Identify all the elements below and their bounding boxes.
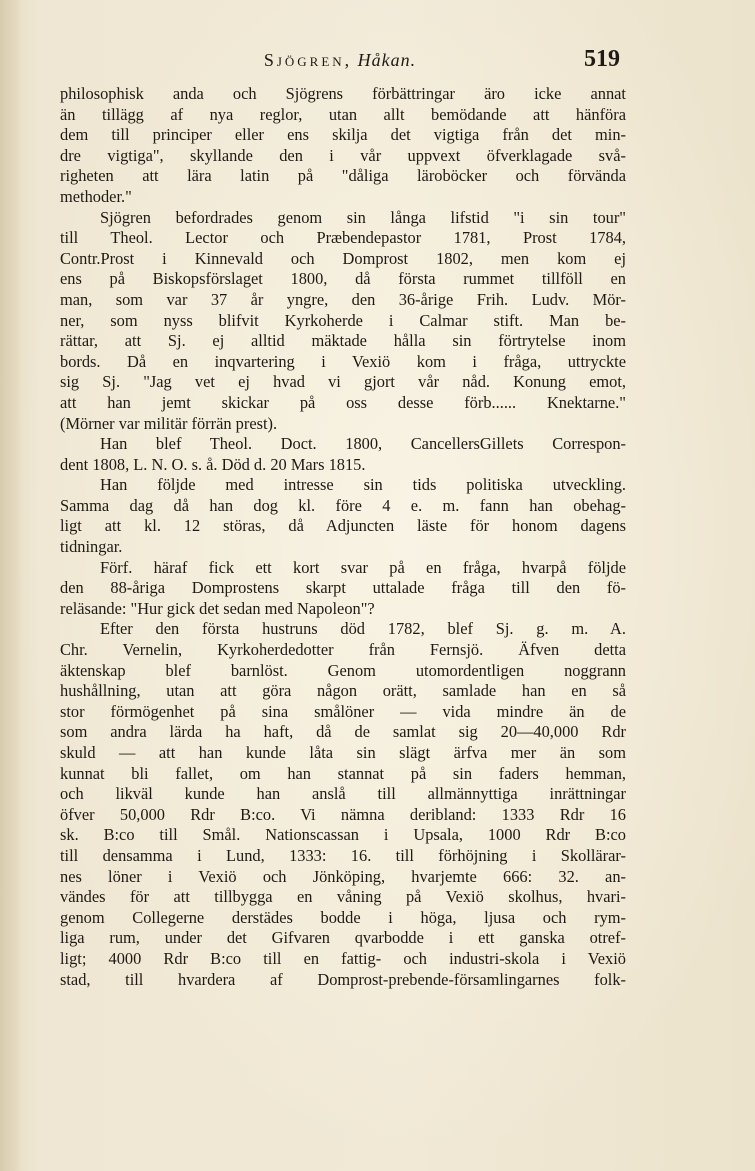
- text-line: att han jemt skickar på oss desse förb...... Knektarne.": [60, 392, 626, 412]
- text-line: nes löner i Vexiö och Jönköping, hvarjemte 666: 32. an-: [60, 866, 626, 886]
- text-line: äktenskap blef barnlöst. Genom utomordentligen noggrann: [60, 660, 626, 680]
- text-line: methoder.": [60, 186, 132, 206]
- text-line: reläsande: "Hur gick det sedan med Napoleon"?: [60, 598, 375, 618]
- running-header: [60, 48, 620, 78]
- author-surname: Sjögren,: [263, 50, 353, 70]
- text-line: som andra lärda ha haft, då de samlat sig 20—40,000 Rdr: [60, 722, 626, 742]
- text-line: rättar, att Sj. ej alltid mäktade hålla sin förtrytelse inom: [60, 331, 626, 351]
- page-number: 519: [584, 46, 620, 72]
- text-line: och likväl kunde han anslå till allmännyttiga inrättningar: [60, 784, 626, 804]
- text-line: vändes för att tillbygga en våning på Vexiö skolhus, hvari-: [60, 887, 626, 907]
- text-line: bords. Då en inqvartering i Vexiö kom i fråga, uttryckte: [60, 351, 626, 371]
- text-line: Chr. Vernelin, Kyrkoherdedotter från Fernsjö. Äfven detta: [60, 640, 626, 660]
- text-line: stor förmögenhet på sina smålöner — vida mindre än de: [60, 701, 626, 721]
- text-line: Förf. häraf fick ett kort svar på en fråga, hvarpå följde: [100, 557, 626, 577]
- author-given-name: Håkan.: [357, 50, 417, 70]
- text-line: Samma dag då han dog kl. före 4 e. m. fann han obehag-: [60, 495, 626, 515]
- text-line: philosophisk anda och Sjögrens förbättringar äro icke annat: [60, 84, 626, 103]
- text-line: kunnat bli fallet, om han stannat på sin faders hemman,: [60, 763, 626, 783]
- text-line: Sjögren befordrades genom sin långa lifstid "i sin tour": [100, 207, 626, 227]
- text-line: Han följde med intresse sin tids politiska utveckling.: [100, 475, 626, 495]
- text-line: dem till principer eller ens skilja det vigtiga från det min-: [60, 125, 626, 145]
- text-line: ligt att kl. 12 störas, då Adjuncten läste för honom dagens: [60, 516, 626, 536]
- text-line: genom Collegerne derstädes bodde i höga, ljusa och rym-: [60, 907, 626, 927]
- text-line: Efter den första hustruns död 1782, blef Sj. g. m. A.: [100, 619, 626, 639]
- body-text: [60, 84, 626, 990]
- text-line: sig Sj. "Jag vet ej hvad vi gjort vår nåd. Konung emot,: [60, 372, 626, 392]
- text-line: Contr.Prost i Kinnevald och Domprost 1802, men kom ej: [60, 248, 626, 268]
- text-line: righeten att lära latin på "dåliga läroböcker och förvända: [60, 166, 626, 186]
- text-line: tidningar.: [60, 537, 123, 557]
- text-line: ligt; 4000 Rdr B:co till en fattig- och industri-skola i Vexiö: [60, 948, 626, 968]
- text-line: ens på Biskopsförslaget 1800, då första rummet tillföll en: [60, 269, 626, 289]
- text-line: ner, som nyss blifvit Kyrkoherde i Calmar stift. Man be-: [60, 310, 626, 330]
- text-line: skuld — att han kunde låta sin slägt ärfva mer än som: [60, 743, 626, 762]
- text-line: stad, till hvardera af Domprost-prebende-församlingarnes folk-: [60, 969, 626, 989]
- text-line: än tillägg af nya reglor, utan allt bemödande att hänföra: [60, 104, 626, 124]
- text-line: hushållning, utan att göra någon orätt, samlade han en så: [60, 681, 626, 701]
- text-line: man, som var 37 år yngre, den 36-årige Frih. Ludv. Mör-: [60, 289, 626, 309]
- text-line: öfver 50,000 Rdr B:co. Vi nämna deribland: 1333 Rdr 16: [60, 804, 626, 824]
- text-line: liga rum, under det Gifvaren qvarbodde i ett ganska otref-: [60, 928, 626, 948]
- text-line: den 88-åriga Domprostens skarpt uttalade fråga till den fö-: [60, 578, 626, 598]
- text-line: (Mörner var militär förrän prest).: [60, 413, 278, 433]
- text-line: till densamma i Lund, 1333: 16. till förhöjning i Skollärar-: [60, 845, 626, 865]
- text-line: till Theol. Lector och Præbendepastor 1781, Prost 1784,: [60, 228, 626, 248]
- running-head-title: [60, 50, 620, 71]
- text-line: sk. B:co till Smål. Nationscassan i Upsala, 1000 Rdr B:co: [60, 825, 626, 845]
- text-line: dre vigtiga", skyllande den i vår uppvext öfverklagade svå-: [60, 145, 626, 165]
- text-line: dent 1808, L. N. O. s. å. Död d. 20 Mars 1815.: [60, 454, 366, 474]
- text-line: Han blef Theol. Doct. 1800, CancellersGillets Correspon-: [100, 434, 626, 454]
- page-gutter: [0, 0, 22, 1171]
